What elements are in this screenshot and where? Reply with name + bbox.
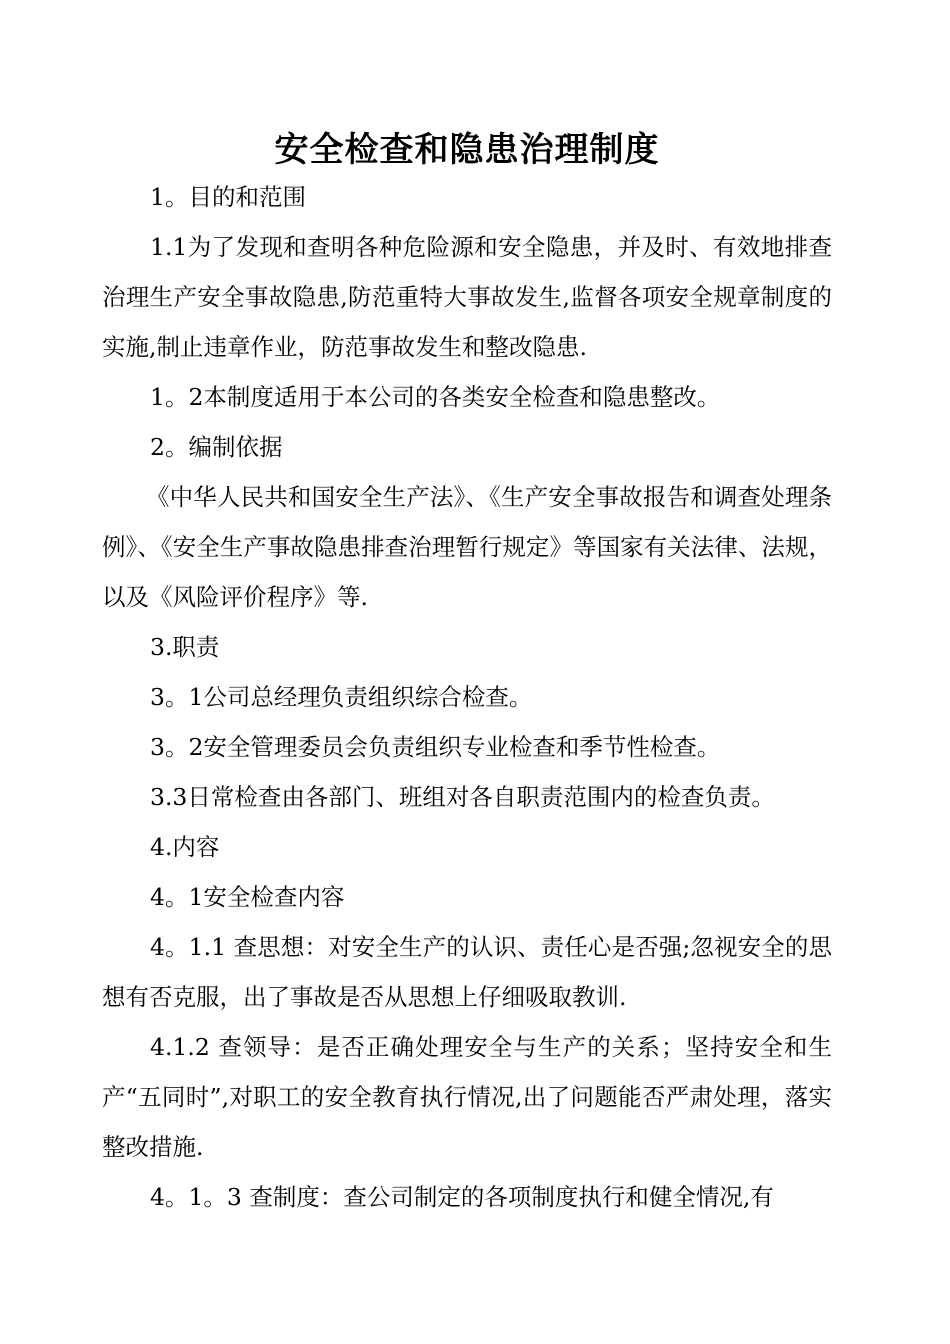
document-page: [102, 128, 832, 1222]
heading-duties: 3.职责: [150, 633, 220, 661]
document-title: 安全检查和隐患治理制度: [274, 130, 660, 170]
paragraph-3-3: 3.3日常检查由各部门、班组对各自职责范围内的检查负责。: [150, 783, 775, 811]
paragraph-3-2: 3。2安全管理委员会负责组织专业检查和季节性检查。: [150, 733, 721, 761]
paragraph-1-1: 1.1为了发现和查明各种危险源和安全隐患，并及时、有效地排查治理生产安全事故隐患,防范重特大事故发生,监督各项安全规章制度的实施,制止违章作业，防范事故发生和整改隐患.: [102, 233, 832, 361]
paragraph-1-2: 1。2本制度适用于本公司的各类安全检查和隐患整改。: [150, 383, 721, 411]
paragraph-basis: 《中华人民共和国安全生产法》、《生产安全事故报告和调查处理条例》、《安全生产事故隐患排查治理暂行规定》等国家有关法律、法规，以及《风险评价程序》等.: [102, 483, 832, 611]
paragraph-4-1-1: 4。1.1 查思想：对安全生产的认识、责任心是否强;忽视安全的思想有否克服，出了事故是否从思想上仔细吸取教训.: [102, 933, 832, 1011]
heading-basis: 2。编制依据: [150, 433, 283, 461]
heading-purpose-scope: 1。目的和范围: [150, 183, 306, 211]
heading-4-1: 4。1安全检查内容: [150, 883, 345, 911]
paragraph-3-1: 3。1公司总经理负责组织综合检查。: [150, 683, 533, 711]
paragraph-4-1-2: 4.1.2 查领导：是否正确处理安全与生产的关系；坚持安全和生产“五同时”,对职工的安全教育执行情况,出了问题能否严肃处理，落实整改措施.: [102, 1033, 832, 1161]
paragraph-4-1-3: 4。1。3 查制度：查公司制定的各项制度执行和健全情况,有: [150, 1183, 774, 1211]
heading-content: 4.内容: [150, 833, 220, 861]
